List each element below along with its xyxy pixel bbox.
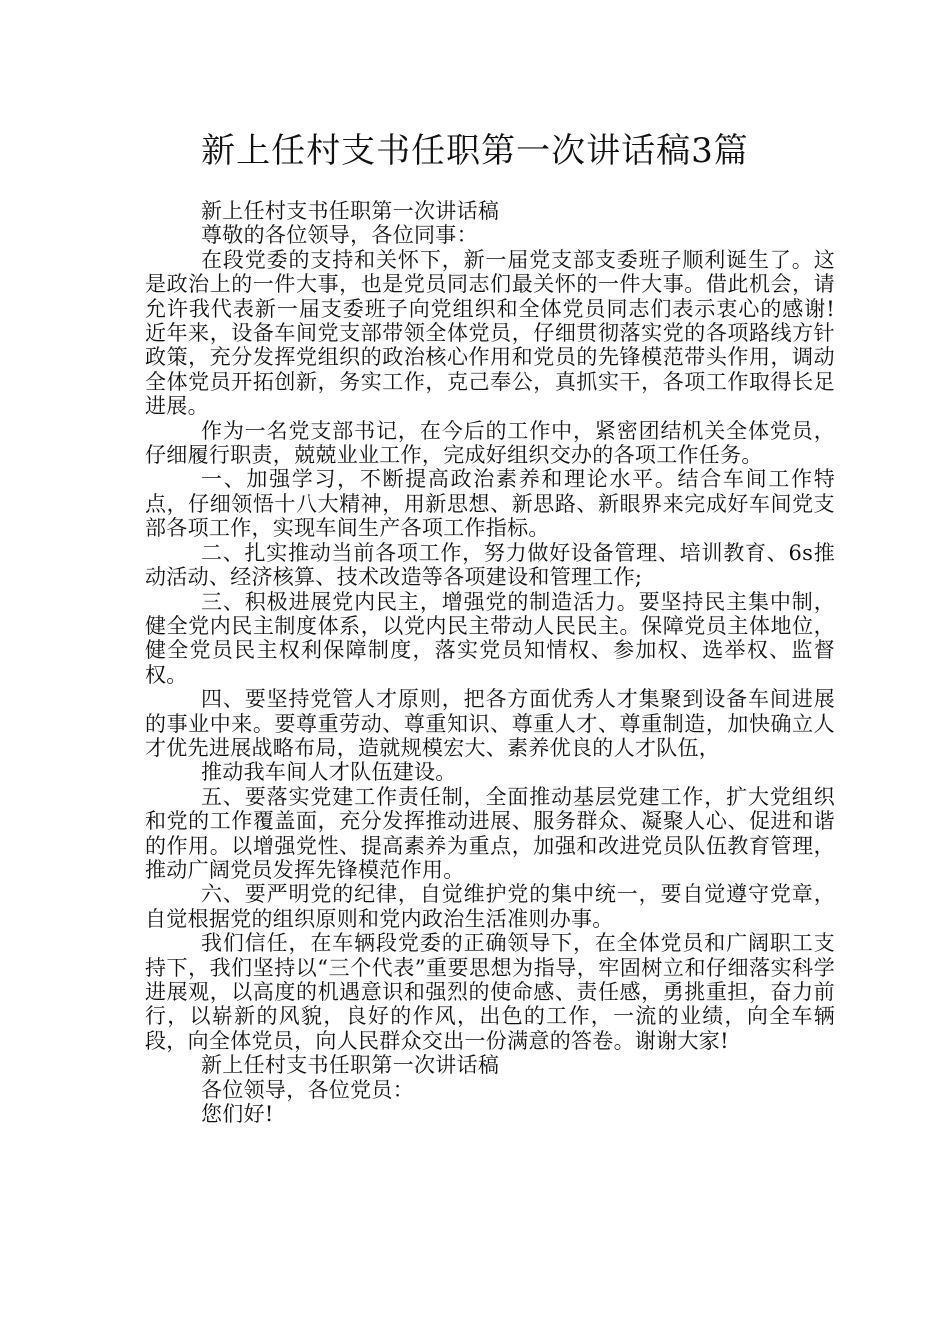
paragraph: 作为一名党支部书记，在今后的工作中，紧密团结机关全体党员，仔细履行职责，兢兢业业工作，完成好组织交办的各项工作任务。 — [145, 418, 835, 468]
document-body — [145, 199, 835, 1126]
paragraph-salutation: 各位领导，各位党员： — [201, 1077, 414, 1102]
paragraph: 推动我车间人才队伍建设。 — [201, 760, 457, 785]
paragraph-salutation: 尊敬的各位领导，各位同事： — [201, 223, 478, 248]
paragraph-point-6: 六、要严明党的纪律，自觉维护党的集中统一，要自觉遵守党章，自觉根据党的组织原则和党内政治生活准则办事。 — [145, 882, 835, 931]
document-title: 新上任村支书任职第一次讲话稿3篇 — [201, 131, 749, 171]
paragraph-point-3: 三、积极进展党内民主，增强党的制造活力。要坚持民主集中制，健全党内民主制度体系，以党内民主带动人民民主。保障党员主体地位，健全党员民主权利保障制度，落实党员知情权、参加权、选举权、监督权。 — [145, 589, 835, 687]
paragraph-heading: 新上任村支书任职第一次讲话稿 — [201, 199, 500, 223]
paragraph: 在段党委的支持和关怀下，新一届党支部支委班子顺利诞生了。这是政治上的一件大事，也是党员同志们最关怀的一件大事。借此机会，请允许我代表新一届支委班子向党组织和全体党员同志们表示衷心的感谢!近年来，设备车间党支部带领全体党员，仔细贯彻落实党的各项路线方针政策，充分发挥党组织的政治核心作用和党员的先锋模范带头作用，调动全体党员开拓创新，务实工作，克己奉公，真抓实干，各项工作取得长足进展。 — [145, 247, 835, 419]
paragraph-greeting: 您们好! — [201, 1102, 274, 1127]
paragraph-point-1: 一、加强学习，不断提高政治素养和理论水平。结合车间工作特点，仔细领悟十八大精神，用新思想、新思路、新眼界来完成好车间党支部各项工作，实现车间生产各项工作指标。 — [145, 467, 835, 541]
paragraph-heading: 新上任村支书任职第一次讲话稿 — [201, 1053, 500, 1078]
paragraph-point-5: 五、要落实党建工作责任制，全面推动基层党建工作，扩大党组织和党的工作覆盖面，充分发挥推动进展、服务群众、凝聚人心、促进和谐的作用。以增强党性、提高素养为重点，加强和改进党员队伍教育管理，推动广阔党员发挥先锋模范作用。 — [145, 784, 835, 882]
paragraph-point-4: 四、要坚持党管人才原则，把各方面优秀人才集聚到设备车间进展的事业中来。要尊重劳动、尊重知识、尊重人才、尊重制造，加快确立人才优先进展战略布局，造就规模宏大、素养优良的人才队伍， — [145, 687, 835, 760]
paragraph-closing: 我们信任，在车辆段党委的正确领导下，在全体党员和广阔职工支持下，我们坚持以“三个代表”重要思想为指导，牢固树立和仔细落实科学进展观，以高度的机遇意识和强烈的使命感、责任感，勇挑重担，奋力前行，以崭新的风貌，良好的作风，出色的工作，一流的业绩，向全车辆段，向全体党员，向人民群众交出一份满意的答卷。谢谢大家! — [145, 931, 835, 1053]
paragraph-point-2: 二、扎实推动当前各项工作，努力做好设备管理、培训教育、6s推动活动、经济核算、技术改造等各项建设和管理工作; — [145, 540, 835, 590]
